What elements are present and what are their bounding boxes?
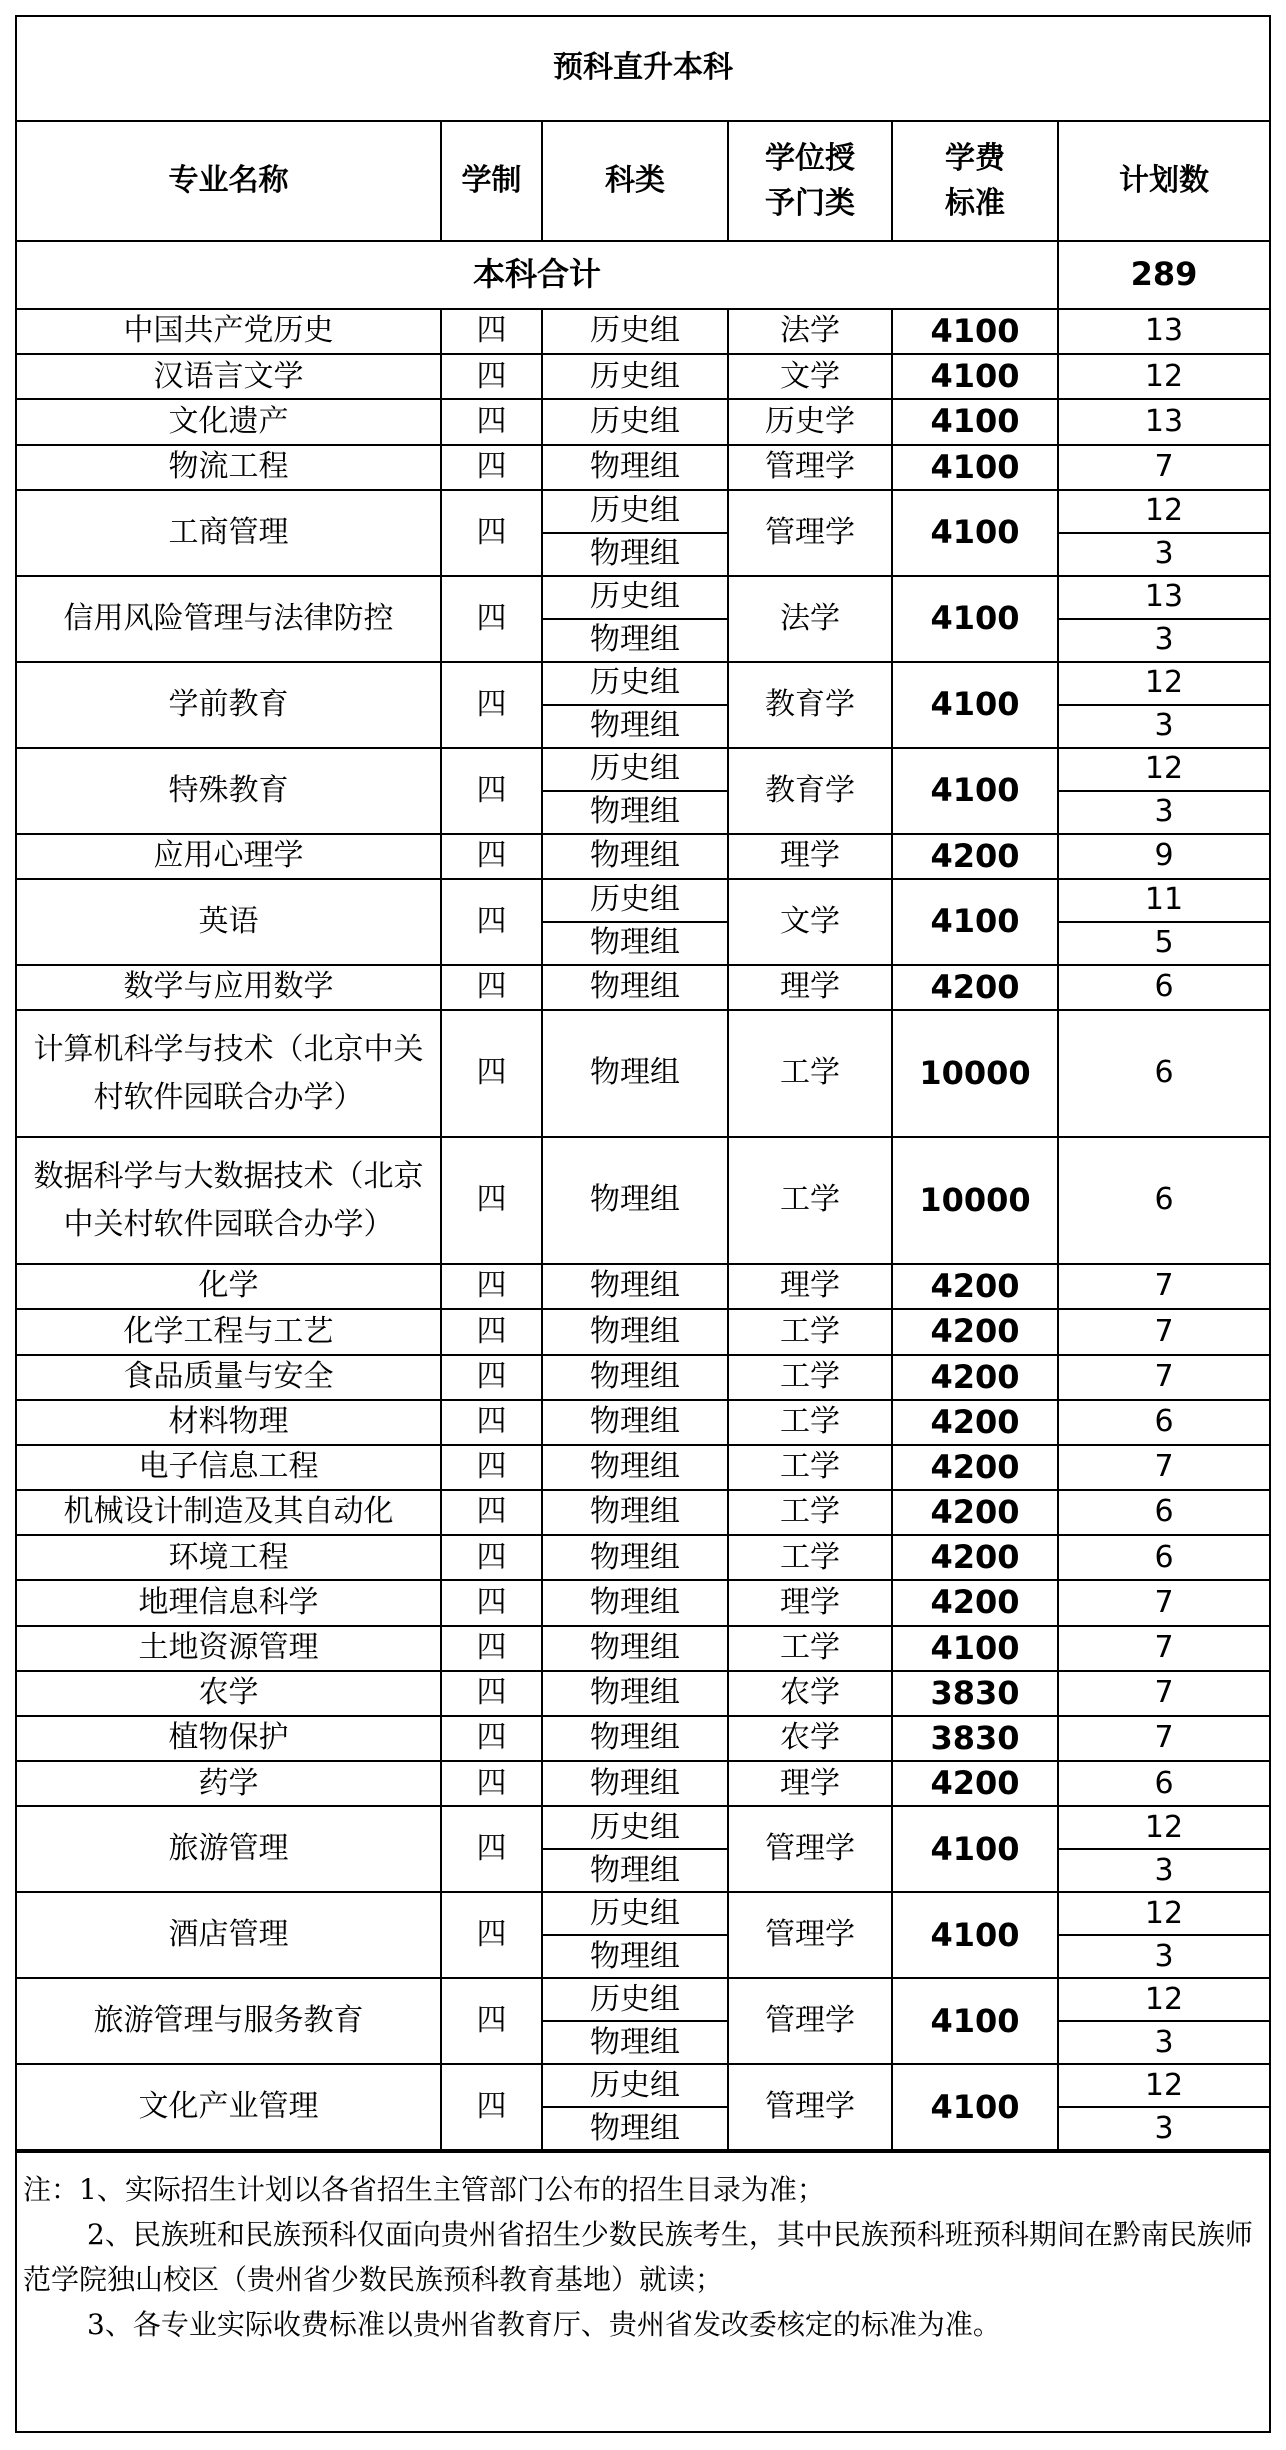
fee-cell: 4200 xyxy=(892,1400,1058,1445)
degree-cell: 工学 xyxy=(728,1010,892,1137)
header-major: 专业名称 xyxy=(17,121,441,241)
table-row xyxy=(17,748,1269,791)
years-cell: 四 xyxy=(441,1978,542,2064)
admission-plan-document xyxy=(15,15,1271,2433)
degree-cell: 工学 xyxy=(728,1535,892,1580)
degree-cell: 工学 xyxy=(728,1445,892,1490)
plan-cell: 3 xyxy=(1058,619,1269,662)
plan-cell: 12 xyxy=(1058,1892,1269,1935)
plan-cell: 6 xyxy=(1058,1137,1269,1264)
fee-cell: 4200 xyxy=(892,1580,1058,1625)
major-name-cell: 物流工程 xyxy=(17,445,441,490)
years-cell: 四 xyxy=(441,309,542,354)
category-cell: 物理组 xyxy=(542,1264,728,1309)
fee-cell: 4200 xyxy=(892,1309,1058,1354)
fee-cell: 4200 xyxy=(892,1355,1058,1400)
major-name-cell: 中国共产党历史 xyxy=(17,309,441,354)
plan-cell: 12 xyxy=(1058,490,1269,533)
fee-cell: 4100 xyxy=(892,490,1058,576)
major-name-cell: 电子信息工程 xyxy=(17,1445,441,1490)
degree-cell: 理学 xyxy=(728,1264,892,1309)
plan-cell: 9 xyxy=(1058,834,1269,879)
major-name-cell: 数学与应用数学 xyxy=(17,965,441,1010)
note-3: 3、各专业实际收费标准以贵州省教育厅、贵州省发改委核定的标准为准。 xyxy=(87,2308,1001,2342)
years-cell: 四 xyxy=(441,1400,542,1445)
years-cell: 四 xyxy=(441,1137,542,1264)
plan-cell: 12 xyxy=(1058,662,1269,705)
category-cell: 物理组 xyxy=(542,1355,728,1400)
years-cell: 四 xyxy=(441,399,542,444)
category-cell: 物理组 xyxy=(542,445,728,490)
years-cell: 四 xyxy=(441,1010,542,1137)
plan-cell: 6 xyxy=(1058,1010,1269,1137)
category-cell: 物理组 xyxy=(542,2107,728,2150)
category-cell: 历史组 xyxy=(542,748,728,791)
years-cell: 四 xyxy=(441,1355,542,1400)
plan-cell: 3 xyxy=(1058,1849,1269,1892)
category-cell: 物理组 xyxy=(542,533,728,576)
plan-cell: 7 xyxy=(1058,1445,1269,1490)
years-cell: 四 xyxy=(441,1580,542,1625)
major-name-cell: 机械设计制造及其自动化 xyxy=(17,1490,441,1535)
major-name-cell: 环境工程 xyxy=(17,1535,441,1580)
fee-cell: 4100 xyxy=(892,879,1058,965)
category-cell: 物理组 xyxy=(542,1935,728,1978)
category-cell: 物理组 xyxy=(542,965,728,1010)
years-cell: 四 xyxy=(441,1671,542,1716)
table-row xyxy=(17,1892,1269,1935)
plan-cell: 7 xyxy=(1058,1716,1269,1761)
category-cell: 物理组 xyxy=(542,619,728,662)
degree-cell: 文学 xyxy=(728,879,892,965)
years-cell: 四 xyxy=(441,1626,542,1671)
years-cell: 四 xyxy=(441,1716,542,1761)
fee-cell: 4100 xyxy=(892,1892,1058,1978)
table-row xyxy=(17,1806,1269,1849)
fee-cell: 4100 xyxy=(892,309,1058,354)
degree-cell: 管理学 xyxy=(728,1892,892,1978)
fee-cell: 10000 xyxy=(892,1010,1058,1137)
table-row xyxy=(17,834,1269,879)
fee-cell: 4200 xyxy=(892,1264,1058,1309)
category-cell: 物理组 xyxy=(542,1761,728,1806)
table-body xyxy=(17,309,1269,2150)
degree-cell: 农学 xyxy=(728,1671,892,1716)
degree-cell: 工学 xyxy=(728,1355,892,1400)
category-cell: 物理组 xyxy=(542,1400,728,1445)
table-row xyxy=(17,1761,1269,1806)
years-cell: 四 xyxy=(441,1806,542,1892)
table-row xyxy=(17,1010,1269,1137)
years-cell: 四 xyxy=(441,1761,542,1806)
table-title: 预科直升本科 xyxy=(17,17,1269,121)
major-name-cell: 化学 xyxy=(17,1264,441,1309)
degree-cell: 法学 xyxy=(728,309,892,354)
plan-cell: 11 xyxy=(1058,879,1269,922)
years-cell: 四 xyxy=(441,1892,542,1978)
years-cell: 四 xyxy=(441,2064,542,2150)
degree-cell: 工学 xyxy=(728,1490,892,1535)
header-category: 科类 xyxy=(542,121,728,241)
plan-cell: 7 xyxy=(1058,1626,1269,1671)
fee-cell: 4100 xyxy=(892,748,1058,834)
plan-cell: 7 xyxy=(1058,1671,1269,1716)
table-row xyxy=(17,1535,1269,1580)
table-row xyxy=(17,490,1269,533)
fee-cell: 4100 xyxy=(892,1626,1058,1671)
years-cell: 四 xyxy=(441,748,542,834)
header-years: 学制 xyxy=(441,121,542,241)
plan-cell: 3 xyxy=(1058,705,1269,748)
fee-cell: 4100 xyxy=(892,399,1058,444)
header-degree: 学位授予门类 xyxy=(728,121,892,241)
category-cell: 历史组 xyxy=(542,2064,728,2107)
category-cell: 物理组 xyxy=(542,922,728,965)
admission-plan-table xyxy=(17,17,1269,2151)
fee-cell: 4100 xyxy=(892,354,1058,399)
category-cell: 物理组 xyxy=(542,1535,728,1580)
header-plan: 计划数 xyxy=(1058,121,1269,241)
major-name-cell: 特殊教育 xyxy=(17,748,441,834)
major-name-cell: 工商管理 xyxy=(17,490,441,576)
category-cell: 物理组 xyxy=(542,1010,728,1137)
fee-cell: 4200 xyxy=(892,1535,1058,1580)
major-name-cell: 农学 xyxy=(17,1671,441,1716)
major-name-cell: 酒店管理 xyxy=(17,1892,441,1978)
category-cell: 物理组 xyxy=(542,1309,728,1354)
table-row xyxy=(17,1978,1269,2021)
degree-cell: 工学 xyxy=(728,1400,892,1445)
years-cell: 四 xyxy=(441,1490,542,1535)
years-cell: 四 xyxy=(441,1535,542,1580)
major-name-cell: 应用心理学 xyxy=(17,834,441,879)
table-row xyxy=(17,1137,1269,1264)
years-cell: 四 xyxy=(441,965,542,1010)
plan-cell: 6 xyxy=(1058,1535,1269,1580)
table-row xyxy=(17,1445,1269,1490)
category-cell: 物理组 xyxy=(542,1490,728,1535)
plan-cell: 13 xyxy=(1058,576,1269,619)
table-row xyxy=(17,1716,1269,1761)
fee-cell: 4200 xyxy=(892,834,1058,879)
fee-cell: 4200 xyxy=(892,1445,1058,1490)
degree-cell: 工学 xyxy=(728,1626,892,1671)
degree-cell: 管理学 xyxy=(728,490,892,576)
category-cell: 历史组 xyxy=(542,576,728,619)
category-cell: 物理组 xyxy=(542,1445,728,1490)
fee-cell: 4200 xyxy=(892,1490,1058,1535)
degree-cell: 工学 xyxy=(728,1309,892,1354)
fee-cell: 4200 xyxy=(892,1761,1058,1806)
degree-cell: 管理学 xyxy=(728,2064,892,2150)
years-cell: 四 xyxy=(441,1264,542,1309)
fee-cell: 4100 xyxy=(892,445,1058,490)
category-cell: 历史组 xyxy=(542,662,728,705)
table-row xyxy=(17,1309,1269,1354)
category-cell: 物理组 xyxy=(542,705,728,748)
years-cell: 四 xyxy=(441,1309,542,1354)
fee-cell: 4100 xyxy=(892,1978,1058,2064)
fee-cell: 4100 xyxy=(892,576,1058,662)
years-cell: 四 xyxy=(441,834,542,879)
table-row xyxy=(17,965,1269,1010)
table-row xyxy=(17,1626,1269,1671)
plan-cell: 13 xyxy=(1058,399,1269,444)
plan-cell: 7 xyxy=(1058,1580,1269,1625)
degree-cell: 理学 xyxy=(728,834,892,879)
major-name-cell: 汉语言文学 xyxy=(17,354,441,399)
category-cell: 物理组 xyxy=(542,2021,728,2064)
years-cell: 四 xyxy=(441,662,542,748)
degree-cell: 农学 xyxy=(728,1716,892,1761)
plan-cell: 12 xyxy=(1058,1978,1269,2021)
degree-cell: 理学 xyxy=(728,1580,892,1625)
total-label: 本科合计 xyxy=(17,241,1058,309)
degree-cell: 教育学 xyxy=(728,748,892,834)
table-row xyxy=(17,354,1269,399)
degree-cell: 工学 xyxy=(728,1137,892,1264)
plan-cell: 7 xyxy=(1058,1309,1269,1354)
years-cell: 四 xyxy=(441,445,542,490)
plan-cell: 13 xyxy=(1058,309,1269,354)
table-row xyxy=(17,1490,1269,1535)
table-row xyxy=(17,445,1269,490)
table-row xyxy=(17,1671,1269,1716)
major-name-cell: 药学 xyxy=(17,1761,441,1806)
plan-cell: 12 xyxy=(1058,1806,1269,1849)
major-name-cell: 旅游管理与服务教育 xyxy=(17,1978,441,2064)
table-row xyxy=(17,1580,1269,1625)
degree-cell: 法学 xyxy=(728,576,892,662)
table-row xyxy=(17,576,1269,619)
major-name-cell: 化学工程与工艺 xyxy=(17,1309,441,1354)
degree-cell: 历史学 xyxy=(728,399,892,444)
plan-cell: 6 xyxy=(1058,965,1269,1010)
years-cell: 四 xyxy=(441,879,542,965)
degree-cell: 文学 xyxy=(728,354,892,399)
category-cell: 物理组 xyxy=(542,1671,728,1716)
degree-cell: 管理学 xyxy=(728,1978,892,2064)
fee-cell: 4100 xyxy=(892,2064,1058,2150)
plan-cell: 7 xyxy=(1058,445,1269,490)
category-cell: 历史组 xyxy=(542,354,728,399)
table-row xyxy=(17,1400,1269,1445)
fee-cell: 3830 xyxy=(892,1671,1058,1716)
fee-cell: 3830 xyxy=(892,1716,1058,1761)
years-cell: 四 xyxy=(441,490,542,576)
plan-cell: 3 xyxy=(1058,533,1269,576)
notes-section xyxy=(17,2151,1269,2341)
plan-cell: 3 xyxy=(1058,1935,1269,1978)
category-cell: 历史组 xyxy=(542,1978,728,2021)
category-cell: 历史组 xyxy=(542,309,728,354)
degree-cell: 管理学 xyxy=(728,445,892,490)
major-name-cell: 文化产业管理 xyxy=(17,2064,441,2150)
years-cell: 四 xyxy=(441,576,542,662)
plan-cell: 7 xyxy=(1058,1355,1269,1400)
table-row xyxy=(17,1355,1269,1400)
plan-cell: 6 xyxy=(1058,1400,1269,1445)
table-row xyxy=(17,662,1269,705)
major-name-cell: 土地资源管理 xyxy=(17,1626,441,1671)
category-cell: 物理组 xyxy=(542,1849,728,1892)
major-name-cell: 植物保护 xyxy=(17,1716,441,1761)
fee-cell: 10000 xyxy=(892,1137,1058,1264)
major-name-cell: 食品质量与安全 xyxy=(17,1355,441,1400)
years-cell: 四 xyxy=(441,354,542,399)
fee-cell: 4200 xyxy=(892,965,1058,1010)
note-2: 2、民族班和民族预科仅面向贵州省招生少数民族考生，其中民族预科班预科期间在黔南民族师范学院独山校区（贵州省少数民族预科教育基地）就读； xyxy=(23,2218,1253,2297)
category-cell: 历史组 xyxy=(542,879,728,922)
category-cell: 历史组 xyxy=(542,490,728,533)
degree-cell: 管理学 xyxy=(728,1806,892,1892)
plan-cell: 5 xyxy=(1058,922,1269,965)
fee-cell: 4100 xyxy=(892,1806,1058,1892)
major-name-cell: 信用风险管理与法律防控 xyxy=(17,576,441,662)
major-name-cell: 地理信息科学 xyxy=(17,1580,441,1625)
degree-cell: 教育学 xyxy=(728,662,892,748)
header-fee: 学费标准 xyxy=(892,121,1058,241)
category-cell: 历史组 xyxy=(542,399,728,444)
category-cell: 物理组 xyxy=(542,834,728,879)
category-cell: 物理组 xyxy=(542,1580,728,1625)
category-cell: 物理组 xyxy=(542,791,728,834)
plan-cell: 6 xyxy=(1058,1761,1269,1806)
fee-cell: 4100 xyxy=(892,662,1058,748)
major-name-cell: 数据科学与大数据技术（北京中关村软件园联合办学） xyxy=(17,1137,441,1264)
plan-cell: 6 xyxy=(1058,1490,1269,1535)
category-cell: 物理组 xyxy=(542,1137,728,1264)
table-row xyxy=(17,309,1269,354)
major-name-cell: 学前教育 xyxy=(17,662,441,748)
table-row xyxy=(17,399,1269,444)
table-row xyxy=(17,2064,1269,2107)
note-1: 注：1、实际招生计划以各省招生主管部门公布的招生目录为准； xyxy=(23,2173,825,2207)
plan-cell: 12 xyxy=(1058,2064,1269,2107)
plan-cell: 3 xyxy=(1058,2107,1269,2150)
plan-cell: 3 xyxy=(1058,2021,1269,2064)
major-name-cell: 文化遗产 xyxy=(17,399,441,444)
major-name-cell: 旅游管理 xyxy=(17,1806,441,1892)
plan-cell: 7 xyxy=(1058,1264,1269,1309)
plan-cell: 12 xyxy=(1058,354,1269,399)
category-cell: 历史组 xyxy=(542,1806,728,1849)
table-row xyxy=(17,879,1269,922)
category-cell: 物理组 xyxy=(542,1716,728,1761)
plan-cell: 12 xyxy=(1058,748,1269,791)
degree-cell: 理学 xyxy=(728,965,892,1010)
table-row xyxy=(17,1264,1269,1309)
plan-cell: 3 xyxy=(1058,791,1269,834)
major-name-cell: 英语 xyxy=(17,879,441,965)
total-value: 289 xyxy=(1058,241,1269,309)
degree-cell: 理学 xyxy=(728,1761,892,1806)
major-name-cell: 计算机科学与技术（北京中关村软件园联合办学） xyxy=(17,1010,441,1137)
category-cell: 历史组 xyxy=(542,1892,728,1935)
major-name-cell: 材料物理 xyxy=(17,1400,441,1445)
category-cell: 物理组 xyxy=(542,1626,728,1671)
years-cell: 四 xyxy=(441,1445,542,1490)
